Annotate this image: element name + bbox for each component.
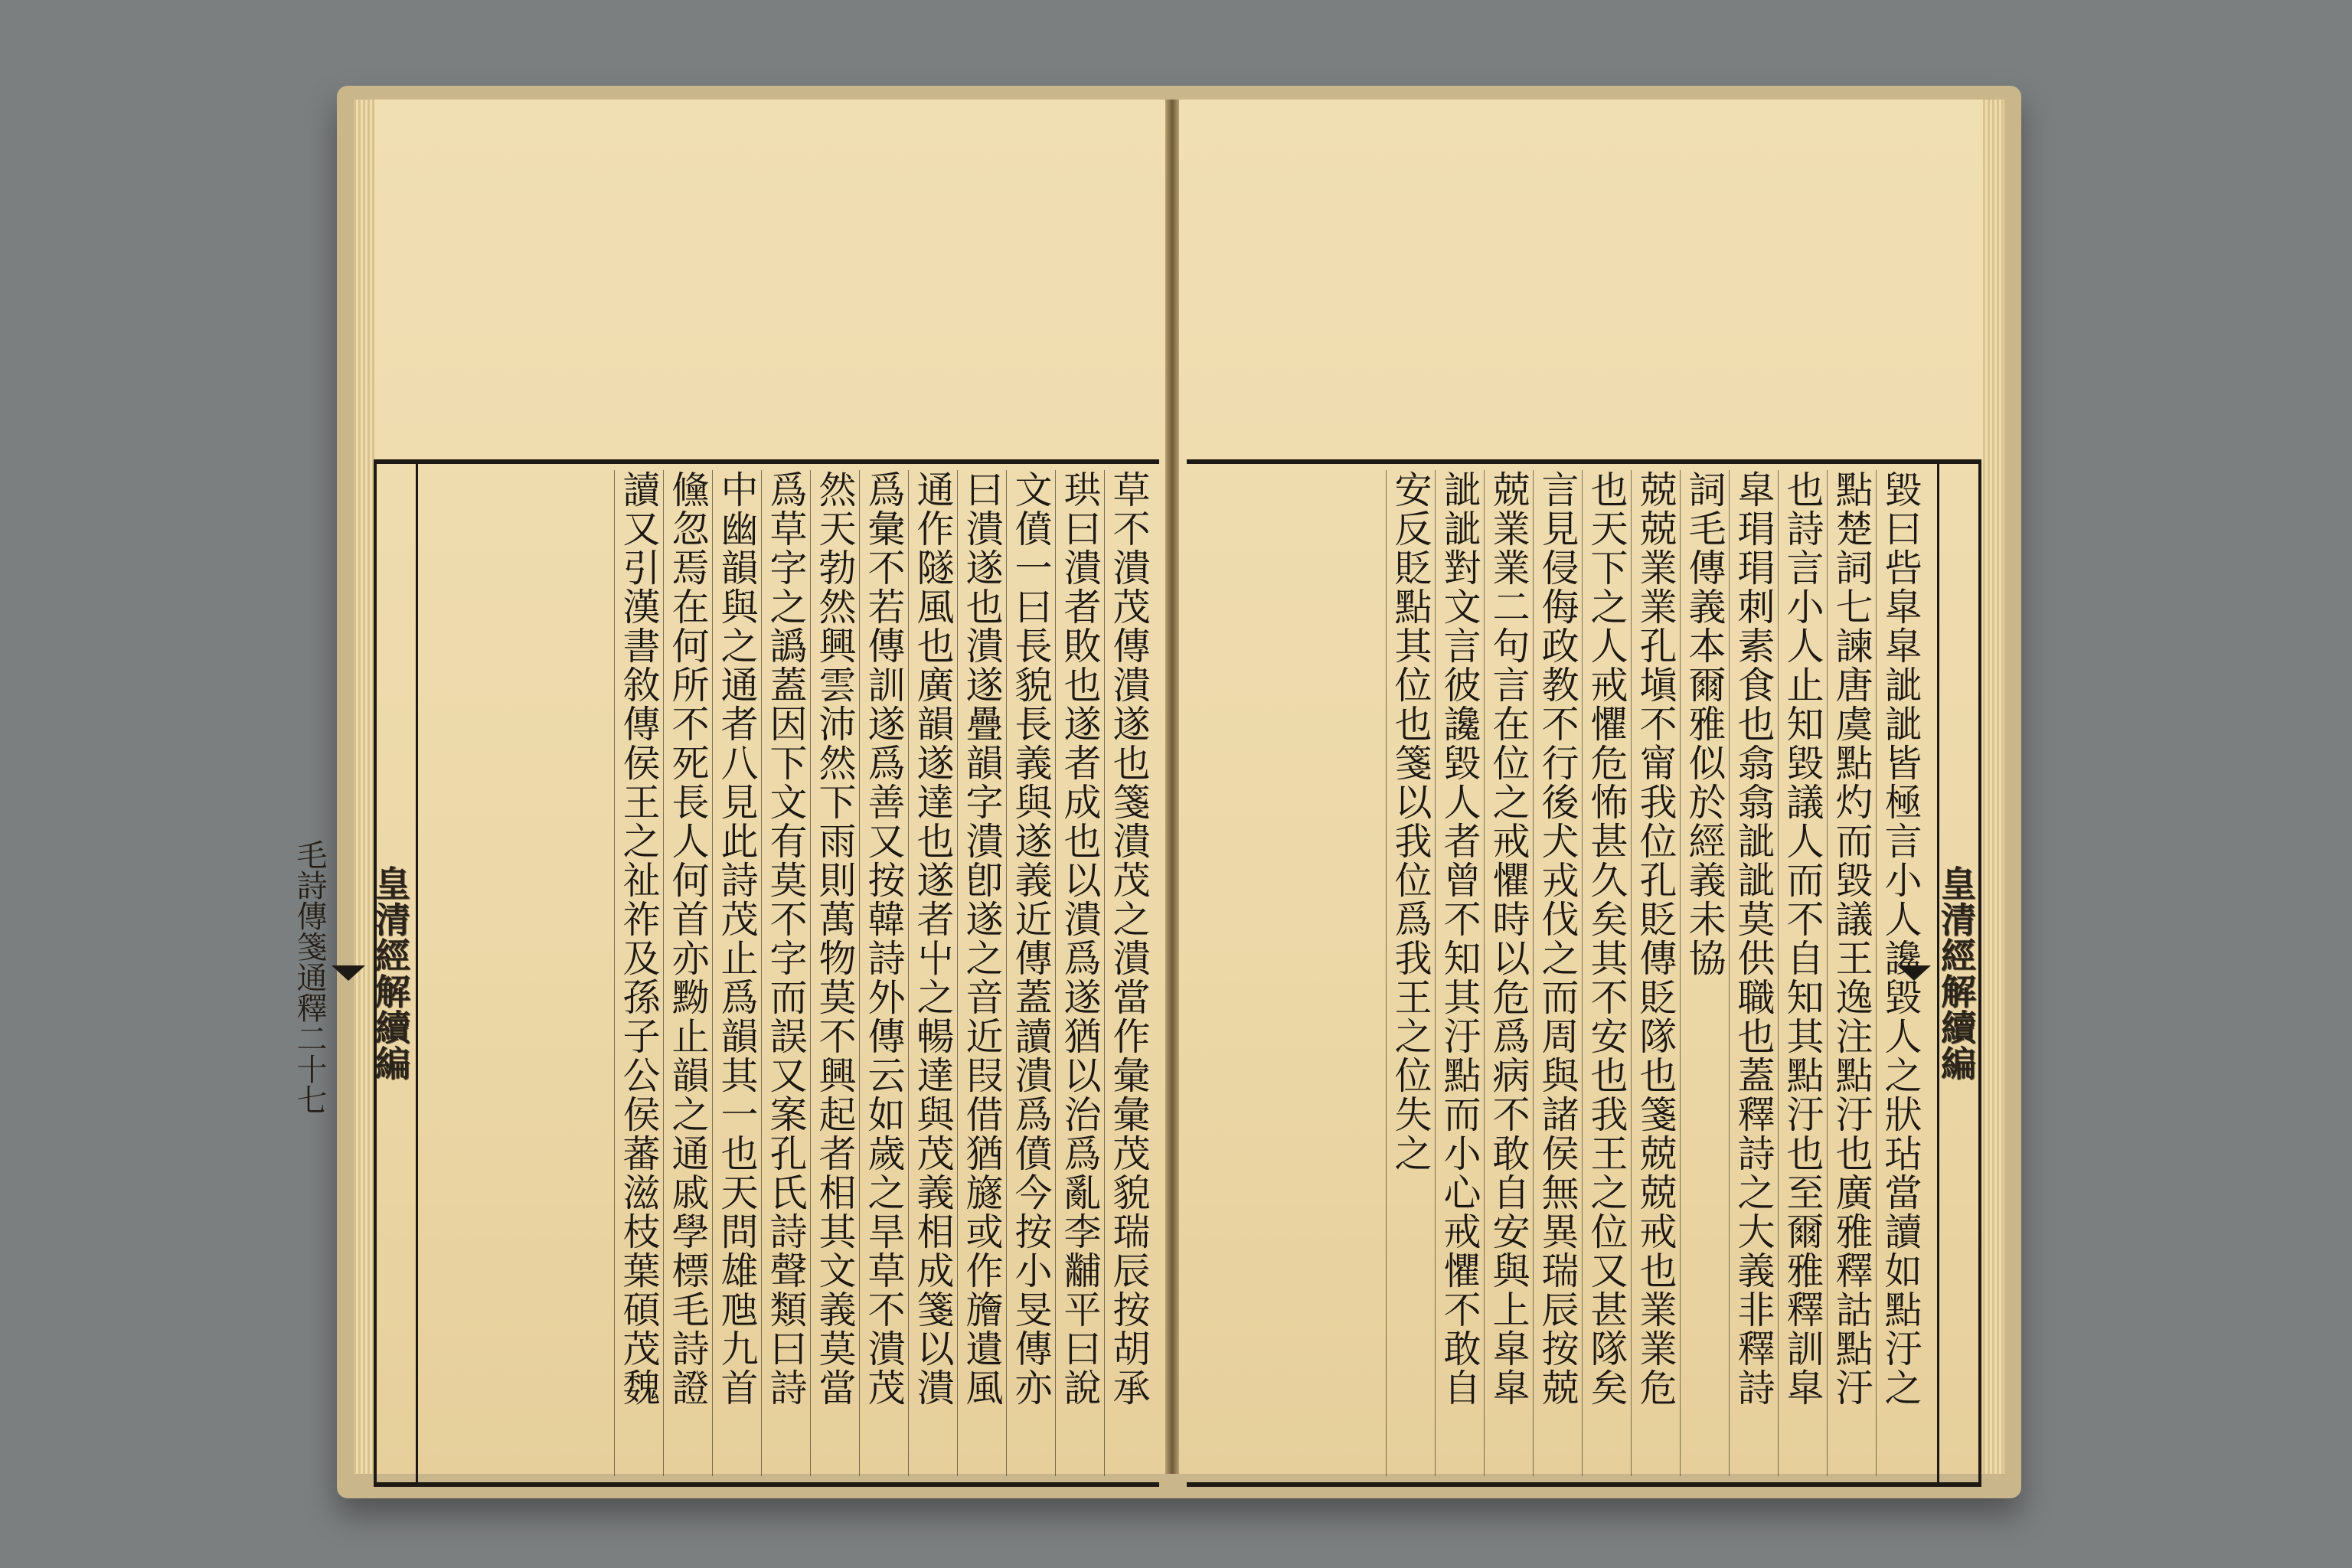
text-column: 然天勃然興雲沛然下雨則萬物莫不興起者相其文義莫當: [810, 470, 859, 1476]
right-columns: [1193, 470, 1925, 1476]
text-column: 詞毛傳義本爾雅似於經義未協: [1680, 470, 1729, 1476]
text-column: 言見侵侮政教不行後犬戎伐之而周與諸侯無異瑞辰按兢: [1533, 470, 1582, 1476]
text-column: 儵忽焉在何所不死長人何首亦黝止韻之通戚學標毛詩證: [663, 470, 712, 1476]
text-column: 通作隧風也廣韻遂達也遂者屮之暢達與茂義相成箋以潰: [908, 470, 957, 1476]
right-page-edges: [1983, 100, 2004, 1474]
right-banxin: [1937, 464, 1981, 1482]
left-banxin-subtitle: 毛詩傳箋通釋二十七: [292, 839, 327, 1115]
text-column: 草不潰茂傳潰遂也箋潰茂之潰當作彙彙茂貌瑞辰按胡承: [1104, 470, 1153, 1476]
text-column: 也詩言小人止知毀議人而不自知其點汙也至爾雅釋訓皐: [1778, 470, 1827, 1476]
text-column: 曰潰遂也潰遂疊韻字潰卽遂之音近叚借猶旞或作旝遺風: [957, 470, 1006, 1476]
text-column: 毀曰呰皐皐訿訿皆極言小人讒毀人之狀玷當讀如點汙之: [1876, 470, 1925, 1476]
left-page: [292, 100, 1165, 1474]
right-banxin-title: 皇清經解續編: [1936, 865, 1977, 1081]
book-gutter: [1165, 100, 1179, 1474]
left-columns: [407, 470, 1153, 1476]
text-column: 訿訿對文言彼讒毀人者曾不知其汙點而小心戒懼不敢自: [1435, 470, 1484, 1476]
fish-tail-mark-icon: [332, 965, 365, 981]
text-column: 安反貶點其位也箋以我位爲我王之位失之: [1386, 470, 1435, 1476]
left-banxin-title: 皇清經解續編: [370, 865, 411, 1081]
text-column: 爲彙不若傳訓遂爲善又按韓詩外傳云如歲之旱草不潰茂: [859, 470, 908, 1476]
left-text-frame: [292, 459, 1159, 1487]
text-column: 點楚詞七諫唐虞點灼而毀議王逸注點汙也廣雅釋詁點汙: [1827, 470, 1876, 1476]
right-page: [1179, 100, 2004, 1474]
text-column: 也天下之人戒懼危怖甚久矣其不安也我王之位又甚隊矣: [1582, 470, 1631, 1476]
text-column: 爲草字之譌蓋因下文有莫不字而誤又案孔氏詩聲類曰詩: [761, 470, 810, 1476]
left-page-edges: [354, 100, 375, 1474]
text-column: 讀又引漢書敘傳侯王之祉祚及孫子公侯蕃滋枝葉碩茂魏: [614, 470, 663, 1476]
text-column: 文僨一曰長貌長義與遂義近傳蓋讀潰爲僨今按小旻傳亦: [1006, 470, 1055, 1476]
text-column: 中幽韻與之通者八見此詩茂止爲韻其一也天問雄虺九首: [712, 470, 761, 1476]
text-column: 珙曰潰者敗也遂者成也以潰爲遂猶以治爲亂李黼平曰說: [1055, 470, 1104, 1476]
right-text-frame: [1187, 459, 1981, 1487]
text-column: 皐琄琄刺素食也翕翕訿訿莫供職也蓋釋詩之大義非釋詩: [1729, 470, 1778, 1476]
text-column: 兢業業二句言在位之戒懼時以危爲病不敢自安與上皐皐: [1484, 470, 1533, 1476]
text-column: 兢兢業業孔塡不甯我位孔貶傳貶隊也箋兢兢戒也業業危: [1631, 470, 1680, 1476]
